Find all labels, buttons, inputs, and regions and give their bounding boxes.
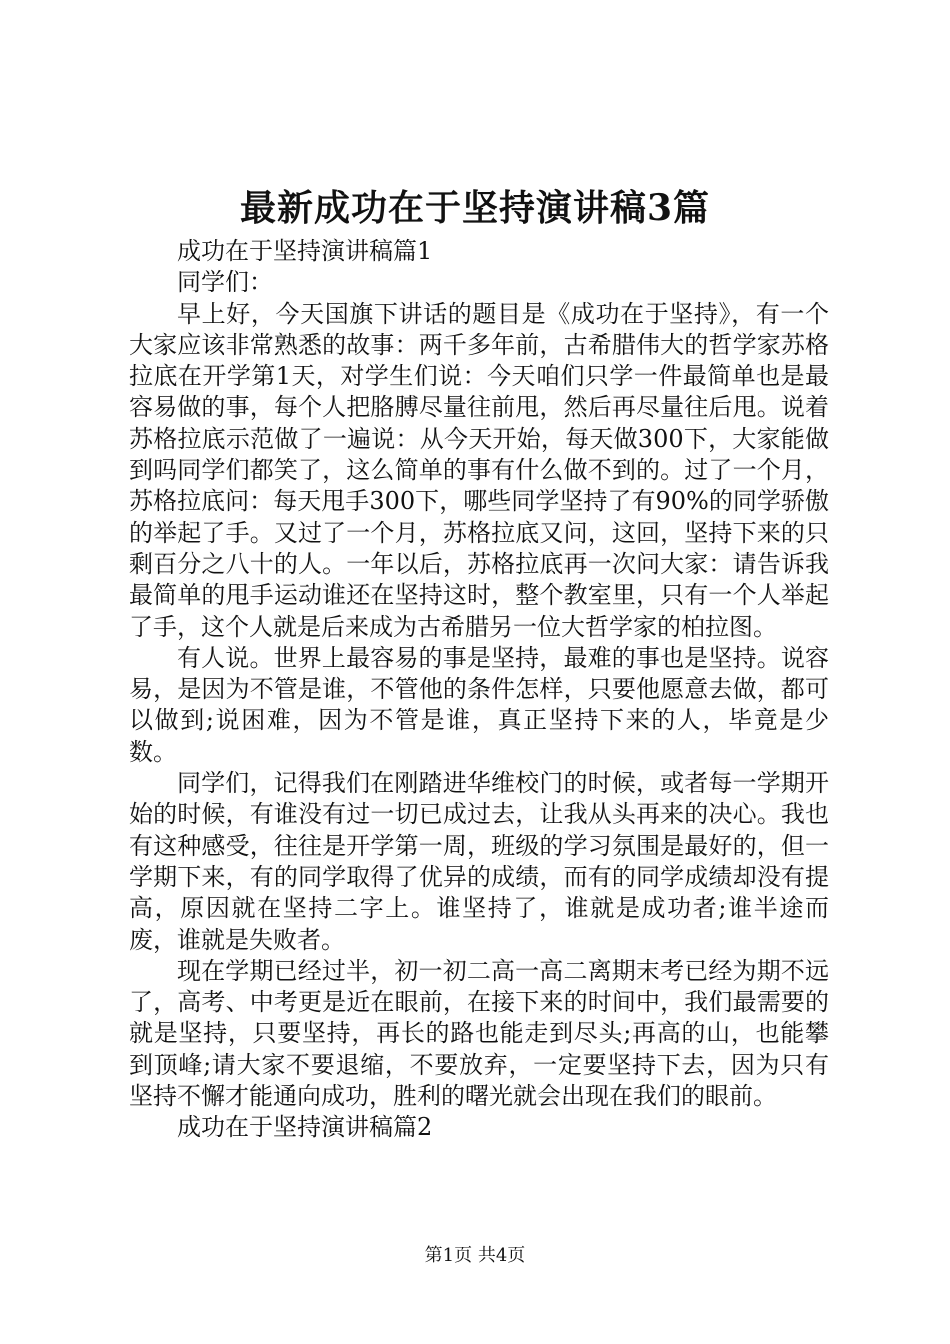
document-body	[129, 236, 829, 1144]
body-paragraph: 同学们，记得我们在刚踏进华维校门的时候，或者每一学期开始的时候，有谁没有过一切已成过去，让我从头再来的决心。我也有这种感受，往往是开学第一周，班级的学习氛围是最好的，但一学期下来，有的同学取得了优异的成绩，而有的同学成绩却没有提高，原因就在坚持二字上。谁坚持了，谁就是成功者;谁半途而废，谁就是失败者。	[129, 769, 829, 954]
body-paragraph: 有人说。世界上最容易的事是坚持，最难的事也是坚持。说容易，是因为不管是谁，不管他的条件怎样，只要他愿意去做，都可以做到;说困难，因为不管是谁，真正坚持下来的人，毕竟是少数。	[129, 643, 829, 766]
body-paragraph: 早上好，今天国旗下讲话的题目是《成功在于坚持》，有一个大家应该非常熟悉的故事：两千多年前，古希腊伟大的哲学家苏格拉底在开学第1天，对学生们说：今天咱们只学一件最简单也是最容易做的事，每个人把胳膊尽量往前甩，然后再尽量往后甩。说着苏格拉底示范做了一遍说：从今天开始，每天做300下，大家能做到吗同学们都笑了，这么简单的事有什么做不到的。过了一个月，苏格拉底问：每天甩手300下，哪些同学坚持了有90%的同学骄傲的举起了手。又过了一个月，苏格拉底又问，这回，坚持下来的只剩百分之八十的人。一年以后，苏格拉底再一次问大家：请告诉我最简单的甩手运动谁还在坚持这时，整个教室里，只有一个人举起了手，这个人就是后来成为古希腊另一位大哲学家的柏拉图。	[129, 299, 829, 641]
page-number-footer: 第1页 共4页	[424, 1245, 526, 1266]
document-title: 最新成功在于坚持演讲稿3篇	[239, 187, 711, 229]
salutation: 同学们：	[177, 268, 273, 297]
body-paragraph: 现在学期已经过半，初一初二高一高二离期末考已经为期不远了，高考、中考更是近在眼前，在接下来的时间中，我们最需要的就是坚持，只要坚持，再长的路也能走到尽头;再高的山，也能攀到顶峰;请大家不要退缩，不要放弃，一定要坚持下去，因为只有坚持不懈才能通向成功，胜利的曙光就会出现在我们的眼前。	[129, 956, 829, 1111]
section-heading-2: 成功在于坚持演讲稿篇2	[177, 1113, 433, 1142]
section-heading-1: 成功在于坚持演讲稿篇1	[177, 237, 433, 265]
